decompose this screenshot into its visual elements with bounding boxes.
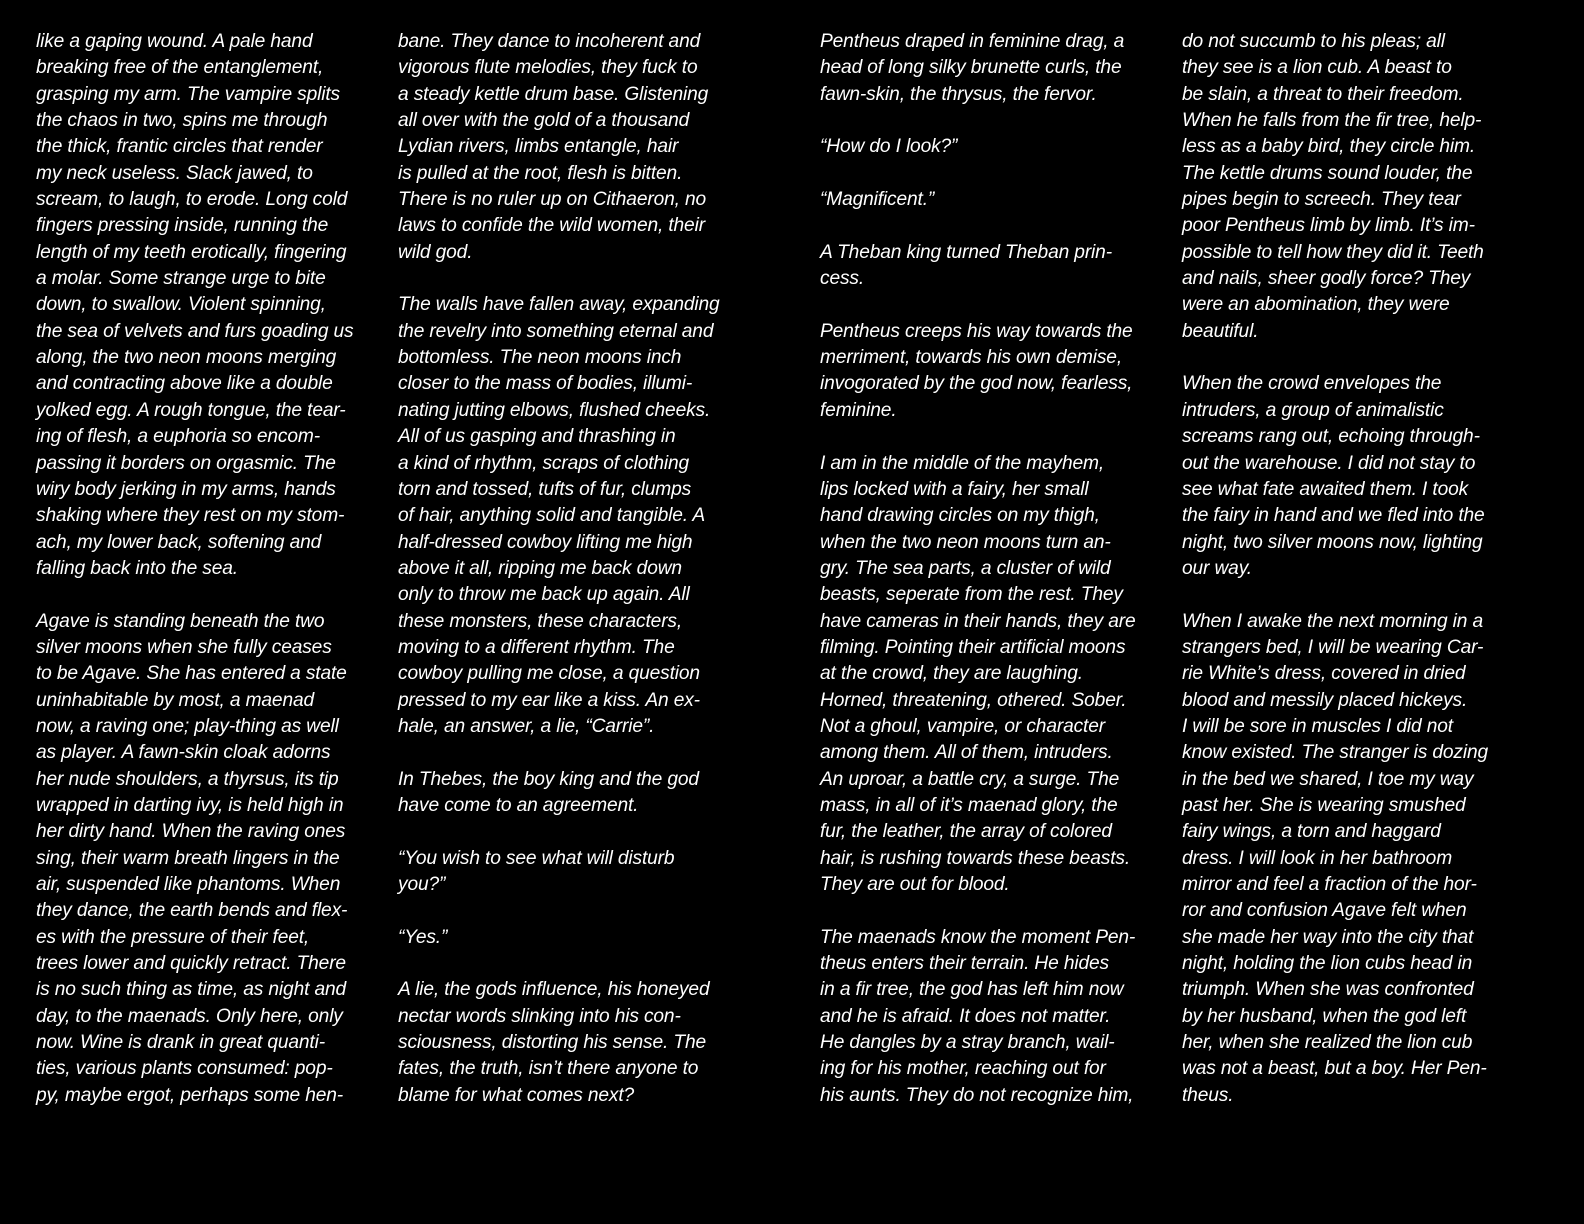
text-line: to be Agave. She has entered a state [36,663,347,685]
text-line: they dance, the earth bends and flex- [36,900,348,922]
text-line: as player. A fawn-skin cloak adorns [36,742,331,764]
text-line: blood and messily placed hickeys. [1182,689,1468,711]
paragraph-gap [36,582,354,608]
text-line: nectar words slinking into his con- [398,1005,681,1027]
text-line: wiry body jerking in my arms, hands [36,478,336,500]
text-line: at the crowd, they are laughing. [820,663,1083,685]
text-line: The maenads know the moment Pen- [820,926,1136,948]
text-line: All of us gasping and thrashing in [398,426,676,448]
text-line: “Yes.” [398,926,448,948]
text-line: fingers pressing inside, running the [36,215,329,237]
text-line: silver moons when she fully ceases [36,636,332,658]
text-line: ing of flesh, a euphoria so encom- [36,426,320,448]
text-line: strangers bed, I will be wearing Car- [1182,636,1484,658]
paragraph-gap [820,161,1136,187]
text-line: cowboy pulling me close, a question [398,663,700,685]
text-line: yolked egg. A rough tongue, the tear- [36,399,346,421]
text-line: The walls have fallen away, expanding [398,294,720,316]
text-line: uninhabitable by most, a maenad [36,689,315,711]
text-line: screams rang out, echoing through- [1182,426,1480,448]
text-line: pressed to my ear like a kiss. An ex- [398,689,700,711]
text-line: sciousness, distorting his sense. The [398,1032,706,1054]
text-line: my neck useless. Slack jawed, to [36,162,313,184]
text-line: triumph. When she was confronted [1182,979,1474,1001]
text-line: above it all, ripping me back down [398,557,682,579]
text-line: es with the pressure of their feet, [36,926,310,948]
text-line: Pentheus creeps his way towards the [820,320,1133,342]
text-line: vigorous flute melodies, they fuck to [398,57,698,79]
text-line: moving to a different rhythm. The [398,636,675,658]
text-line: Agave is standing beneath the two [36,610,325,632]
text-line: pipes begin to screech. They tear [1182,189,1461,211]
text-line: hair, is rushing towards these beasts. [820,847,1130,869]
text-line: invogorated by the god now, fearless, [820,373,1133,395]
text-line: night, two silver moons now, lighting [1182,531,1483,553]
text-line: length of my teeth erotically, fingering [36,241,347,263]
text-line: falling back into the sea. [36,557,238,579]
text-line: breaking free of the entanglement, [36,57,324,79]
text-line: all over with the gold of a thousand [398,110,690,132]
text-line: you?” [398,874,446,895]
text-line: Lydian rivers, limbs entangle, hair [398,136,679,158]
text-line: do not succumb to his pleas; all [1182,31,1445,52]
text-line: mirror and feel a fraction of the hor- [1182,874,1477,895]
paragraph-gap [398,740,720,766]
text-line: head of long silky brunette curls, the [820,57,1122,79]
text-line: down, to swallow. Violent spinning, [36,294,326,316]
text-line: is pulled at the root, flesh is bitten. [398,162,683,184]
text-line: blame for what comes next? [398,1084,635,1106]
text-line: of hair, anything solid and tangible. A [398,505,706,527]
text-line: mass, in all of it’s maenad glory, the [820,794,1118,816]
text-line: wrapped in darting ivy, is held high in [36,794,344,816]
text-line: Horned, threatening, othered. Sober. [820,689,1127,711]
text-line: have come to an agreement. [398,794,639,816]
text-line: rie White’s dress, covered in dried [1182,663,1466,685]
text-line: they see is a lion cub. A beast to [1182,57,1452,79]
text-line: filming. Pointing their artificial moons [820,636,1126,658]
text-line: He dangles by a stray branch, wail- [820,1032,1115,1054]
paragraph-gap [820,213,1136,239]
text-line: when the two neon moons turn an- [820,531,1111,553]
text-line: In Thebes, the boy king and the god [398,768,699,790]
text-line: grasping my arm. The vampire splits [36,83,340,105]
text-line: wild god. [398,241,473,263]
text-line: A lie, the gods influence, his honeyed [398,979,710,1001]
text-line: shaking where they rest on my stom- [36,505,345,527]
paragraph-gap [820,424,1136,450]
text-line: scream, to laugh, to erode. Long cold [36,189,348,211]
text-line: less as a baby bird, they circle him. [1182,136,1476,158]
text-line: Pentheus draped in feminine drag, a [820,31,1125,52]
text-column-3 [820,29,1136,1109]
text-line: Not a ghoul, vampire, or character [820,715,1105,737]
text-line: and he is afraid. It does not matter. [820,1005,1111,1027]
text-line: theus. [1182,1084,1234,1106]
text-line: half-dressed cowboy lifting me high [398,531,693,553]
paragraph-gap [1182,345,1488,371]
text-line: and contracting above like a double [36,373,333,395]
text-line: day, to the maenads. Only here, only [36,1005,343,1027]
text-line: have cameras in their hands, they are [820,610,1136,632]
text-line: be slain, a threat to their freedom. [1182,83,1464,105]
text-line: intruders, a group of animalistic [1182,399,1444,421]
text-line: out the warehouse. I did not stay to [1182,452,1476,474]
text-line: hale, an answer, a lie, “Carrie”. [398,715,655,737]
text-line: poor Pentheus limb by limb. It’s im- [1182,215,1475,237]
text-line: and nails, sheer godly force? They [1182,268,1471,290]
text-line: sing, their warm breath lingers in the [36,847,340,869]
text-line: now, a raving one; play-thing as well [36,715,339,737]
paragraph-gap [820,292,1136,318]
text-line: beasts, seperate from the rest. They [820,584,1123,606]
text-line: When I awake the next morning in a [1182,610,1484,632]
text-line: I am in the middle of the mayhem, [820,452,1105,474]
text-line: fawn-skin, the thrysus, the fervor. [820,83,1097,105]
paragraph-gap [820,108,1136,134]
text-line: When the crowd envelopes the [1182,373,1442,395]
text-line: “You wish to see what will disturb [398,847,675,869]
text-line: see what fate awaited them. I took [1182,478,1469,500]
text-line: I will be sore in muscles I did not [1182,715,1453,737]
text-line: ror and confusion Agave felt when [1182,900,1467,922]
text-line: passing it borders on orgasmic. The [36,452,336,474]
text-line: lips locked with a fairy, her small [820,478,1089,500]
text-line: his aunts. They do not recognize him, [820,1084,1134,1106]
text-line: by her husband, when the god left [1182,1005,1467,1027]
text-column-1 [36,29,354,1109]
text-line: these monsters, these characters, [398,610,683,632]
text-line: her dirty hand. When the raving ones [36,821,346,843]
text-line: They are out for blood. [820,874,1010,895]
text-line: When he falls from the fir tree, help- [1182,110,1482,132]
text-line: know existed. The stranger is dozing [1182,742,1489,764]
text-line: was not a beast, but a boy. Her Pen- [1182,1058,1487,1080]
text-line: the sea of velvets and furs goading us [36,320,354,342]
text-line: the revelry into something eternal and [398,320,714,342]
text-line: fates, the truth, isn’t there anyone to [398,1058,699,1080]
text-line: laws to confide the wild women, their [398,215,705,237]
text-line: only to throw me back up again. All [398,584,690,606]
text-line: now. Wine is drank in great quanti- [36,1032,325,1054]
text-line: ach, my lower back, softening and [36,531,322,553]
text-line: our way. [1182,557,1252,579]
paragraph-gap [820,898,1136,924]
text-line: A Theban king turned Theban prin- [820,241,1112,263]
text-line: beautiful. [1182,320,1259,342]
text-column-4 [1182,29,1488,1109]
text-line: her nude shoulders, a thyrsus, its tip [36,768,339,790]
text-line: feminine. [820,399,897,421]
text-line: air, suspended like phantoms. When [36,874,341,895]
text-line: in a fir tree, the god has left him now [820,979,1124,1001]
text-line: py, maybe ergot, perhaps some hen- [36,1084,344,1106]
text-line: is no such thing as time, as night and [36,979,347,1001]
text-line: The kettle drums sound louder, the [1182,162,1473,184]
text-line: “Magnificent.” [820,189,935,211]
paragraph-gap [398,266,720,292]
text-line: a kind of rhythm, scraps of clothing [398,452,690,474]
text-line: the thick, frantic circles that render [36,136,323,158]
text-line: gry. The sea parts, a cluster of wild [820,557,1111,579]
text-line: dress. I will look in her bathroom [1182,847,1453,869]
text-line: along, the two neon moons merging [36,347,337,369]
text-line: her, when she realized the lion cub [1182,1032,1473,1054]
text-line: night, holding the lion cubs head in [1182,953,1473,975]
text-line: cess. [820,268,865,290]
text-line: fur, the leather, the array of colored [820,821,1112,843]
text-line: a steady kettle drum base. Glistening [398,83,709,105]
text-line: fairy wings, a torn and haggard [1182,821,1441,843]
text-line: ing for his mother, reaching out for [820,1058,1106,1080]
text-line: theus enters their terrain. He hides [820,953,1109,975]
text-line: she made her way into the city that [1182,926,1474,948]
text-line: closer to the mass of bodies, illumi- [398,373,693,395]
text-line: among them. All of them, intruders. [820,742,1113,764]
text-line: An uproar, a battle cry, a surge. The [820,768,1120,790]
text-line: ties, various plants consumed: pop- [36,1058,333,1080]
text-line: “How do I look?” [820,136,958,158]
text-line: like a gaping wound. A pale hand [36,31,313,52]
text-line: hand drawing circles on my thigh, [820,505,1100,527]
paragraph-gap [1182,582,1488,608]
paragraph-gap [398,819,720,845]
text-line: nating jutting elbows, flushed cheeks. [398,399,711,421]
text-line: bottomless. The neon moons inch [398,347,682,369]
text-line: trees lower and quickly retract. There [36,953,346,975]
text-line: past her. She is wearing smushed [1182,794,1466,816]
text-line: were an abomination, they were [1182,294,1450,316]
text-line: possible to tell how they did it. Teeth [1182,241,1484,263]
text-line: merriment, towards his own demise, [820,347,1123,369]
paragraph-gap [398,951,720,977]
text-line: in the bed we shared, I toe my way [1182,768,1474,790]
text-line: a molar. Some strange urge to bite [36,268,326,290]
text-column-2 [398,29,720,1109]
text-line: There is no ruler up on Cithaeron, no [398,189,707,211]
text-line: torn and tossed, tufts of fur, clumps [398,478,692,500]
text-line: the fairy in hand and we fled into the [1182,505,1485,527]
text-line: bane. They dance to incoherent and [398,31,701,52]
text-line: the chaos in two, spins me through [36,110,328,132]
paragraph-gap [398,898,720,924]
